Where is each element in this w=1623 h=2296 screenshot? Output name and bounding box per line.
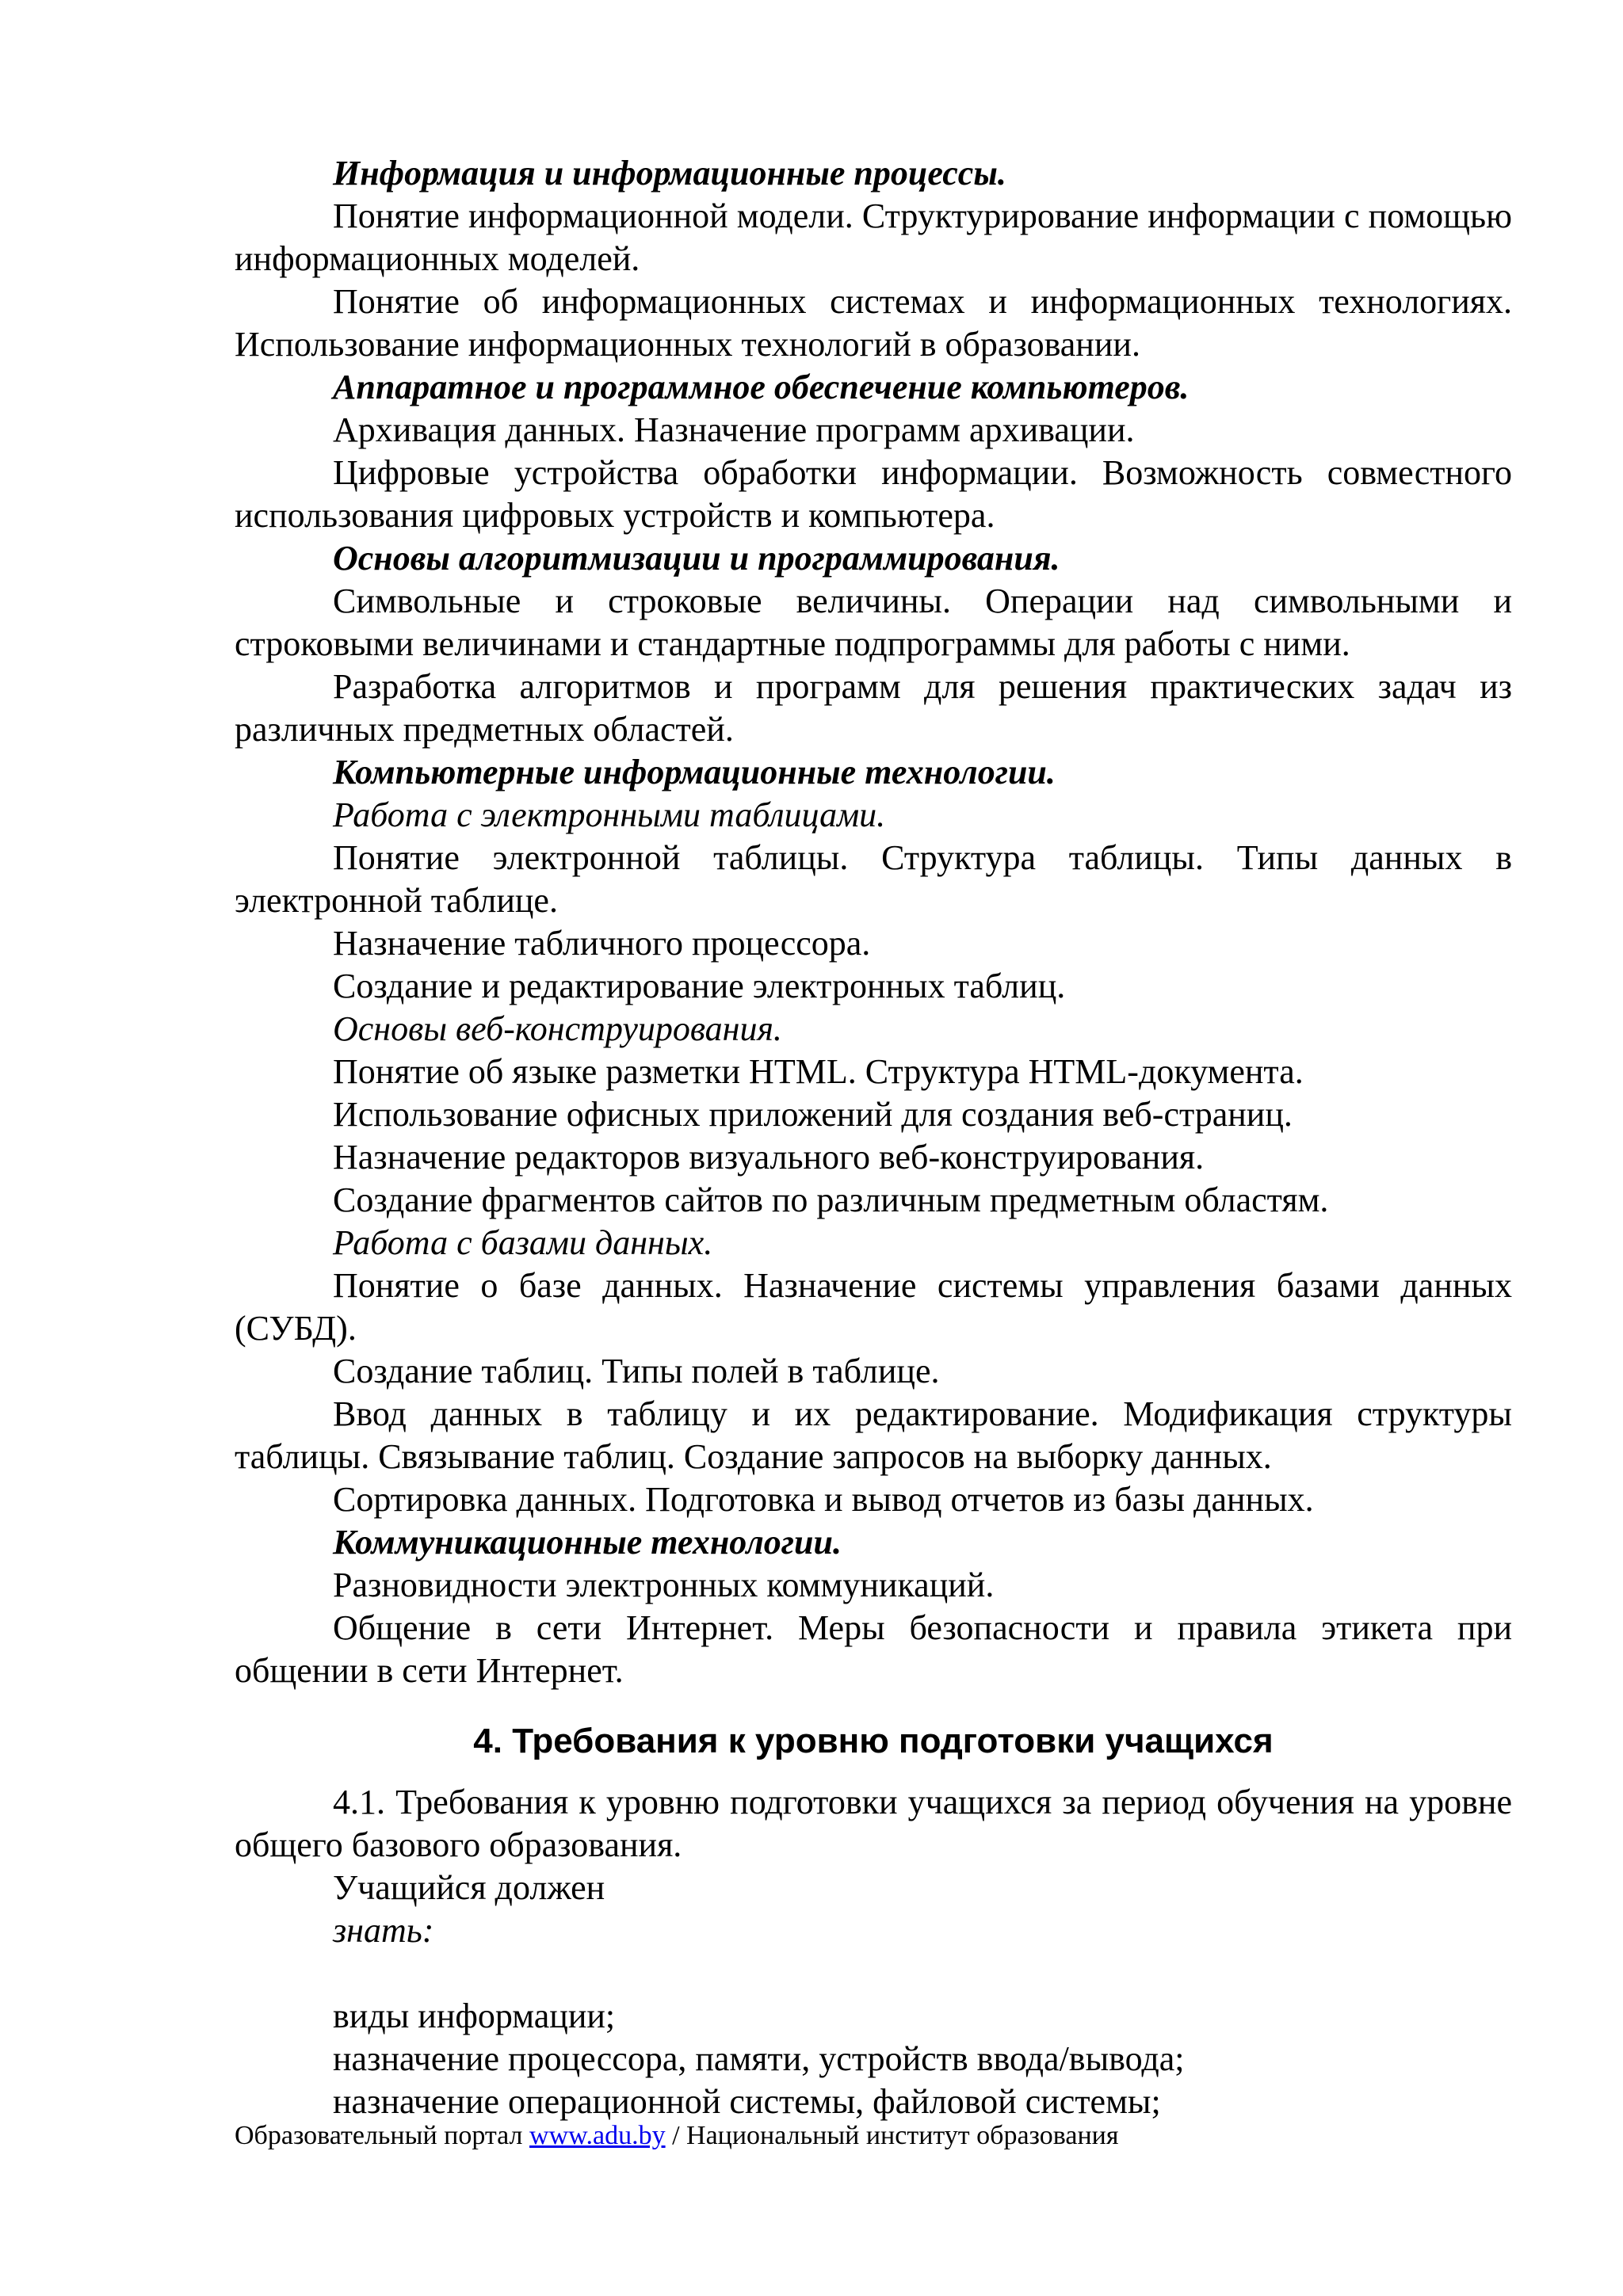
content-paragraph: Понятие электронной таблицы. Структура таблицы. Типы данных в электронной таблице. [235, 838, 1512, 920]
content-paragraph: Понятие о базе данных. Назначение системы управления базами данных (СУБД). [235, 1266, 1512, 1348]
content-paragraph: Создание и редактирование электронных таблиц. [333, 967, 1066, 1005]
document-page [235, 152, 1512, 2123]
section-heading: 4. Требования к уровню подготовки учащихся [473, 1722, 1274, 1760]
footer-prefix: Образовательный портал [235, 2121, 530, 2150]
content-paragraph: Разновидности электронных коммуникаций. [333, 1566, 995, 1604]
blank-line [235, 1952, 1512, 1995]
content-paragraph: Создание фрагментов сайтов по различным предметным областям. [333, 1180, 1329, 1219]
subtopic-heading: Работа с базами данных. [333, 1223, 713, 1262]
footer-suffix: / Национальный институт образования [665, 2121, 1119, 2150]
content-paragraph: Цифровые устройства обработки информации. Возможность совместного использования цифровых устройств и компьютера. [235, 453, 1512, 535]
content-paragraph: Общение в сети Интернет. Меры безопасности и правила этикета при общении в сети Интернет. [235, 1608, 1512, 1690]
topic-heading: Коммуникационные технологии. [333, 1523, 842, 1562]
requirement-item: назначение процессора, памяти, устройств ввода/вывода; [333, 2039, 1185, 2078]
content-paragraph: Использование офисных приложений для создания веб-страниц. [333, 1095, 1293, 1134]
content-paragraph: Ввод данных в таблицу и их редактирование. Модификация структуры таблицы. Связывание таблиц. Создание запросов на выборку данных. [235, 1394, 1512, 1476]
know-label: знать: [333, 1911, 434, 1950]
curriculum-content [235, 152, 1512, 1692]
topic-heading: Основы алгоритмизации и программирования. [333, 539, 1060, 578]
content-paragraph: Архивация данных. Назначение программ архивации. [333, 410, 1135, 449]
subtopic-heading: Работа с электронными таблицами. [333, 795, 886, 834]
topic-heading: Компьютерные информационные технологии. [333, 753, 1056, 791]
topic-heading: Информация и информационные процессы. [333, 154, 1006, 193]
subtopic-heading: Основы веб-конструирования. [333, 1009, 782, 1048]
content-paragraph: Назначение табличного процессора. [333, 924, 871, 963]
content-paragraph: Сортировка данных. Подготовка и вывод отчетов из базы данных. [333, 1480, 1314, 1519]
content-paragraph: Разработка алгоритмов и программ для решения практических задач из различных предметных областей. [235, 667, 1512, 749]
page-footer [235, 2120, 1119, 2152]
portal-link[interactable]: www.adu.by [529, 2121, 666, 2150]
content-paragraph: Понятие об информационных системах и информационных технологиях. Использование информационных технологий в образовании. [235, 282, 1512, 364]
content-paragraph: Символьные и строковые величины. Операции над символьными и строковыми величинами и стандартные подпрограммы для работы с ними. [235, 582, 1512, 663]
requirement-item: виды информации; [333, 1997, 616, 2035]
requirement-item: назначение операционной системы, файловой системы; [333, 2082, 1161, 2121]
student-must-line: Учащийся должен [333, 1868, 605, 1907]
content-paragraph: Понятие информационной модели. Структурирование информации с помощью информационных моделей. [235, 196, 1512, 278]
requirements-intro: 4.1. Требования к уровню подготовки учащихся за период обучения на уровне общего базового образования. [235, 1783, 1512, 1864]
content-paragraph: Понятие об языке разметки HTML. Структура HTML-документа. [333, 1052, 1304, 1091]
topic-heading: Аппаратное и программное обеспечение компьютеров. [333, 368, 1190, 406]
content-paragraph: Создание таблиц. Типы полей в таблице. [333, 1352, 940, 1390]
content-paragraph: Назначение редакторов визуального веб-конструирования. [333, 1138, 1205, 1177]
